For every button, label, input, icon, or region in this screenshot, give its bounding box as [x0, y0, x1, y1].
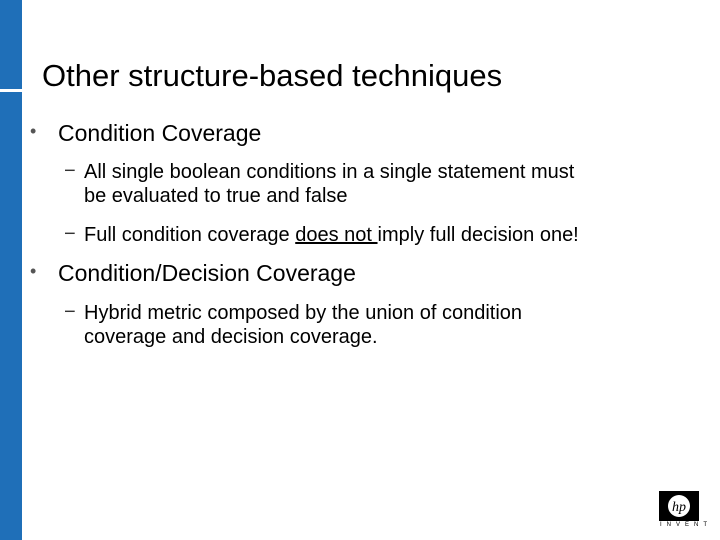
dash-icon: −	[64, 223, 76, 245]
sub-bullet-line: coverage and decision coverage.	[84, 326, 378, 348]
title-rule	[0, 89, 22, 92]
sub-bullet-boolean-conditions	[84, 160, 704, 208]
bullet-dot-icon: •	[30, 121, 37, 141]
bullet-condition-coverage: Condition Coverage	[58, 120, 262, 146]
hp-logo-icon	[659, 491, 699, 521]
sub-bullet-full-condition	[84, 223, 579, 247]
bullet-condition-decision-coverage: Condition/Decision Coverage	[58, 260, 356, 286]
emphasis-underline: does not	[295, 224, 378, 246]
dash-icon: −	[64, 160, 76, 182]
hp-logo-text: hp	[672, 500, 686, 515]
slide-title: Other structure-based techniques	[42, 58, 503, 93]
sub-bullet-hybrid-metric	[84, 301, 704, 349]
sub-bullet-line: All single boolean conditions in a single statement must	[84, 161, 575, 183]
sub-bullet-text: imply full decision one!	[377, 224, 579, 246]
logo-tagline: INVENT	[660, 522, 713, 528]
bullet-dot-icon: •	[30, 261, 37, 281]
accent-bar	[0, 0, 22, 540]
sub-bullet-line: be evaluated to true and false	[84, 185, 348, 207]
sub-bullet-text: Full condition coverage	[84, 224, 296, 246]
sub-bullet-line: Hybrid metric composed by the union of condition	[84, 302, 523, 324]
dash-icon: −	[64, 301, 76, 323]
